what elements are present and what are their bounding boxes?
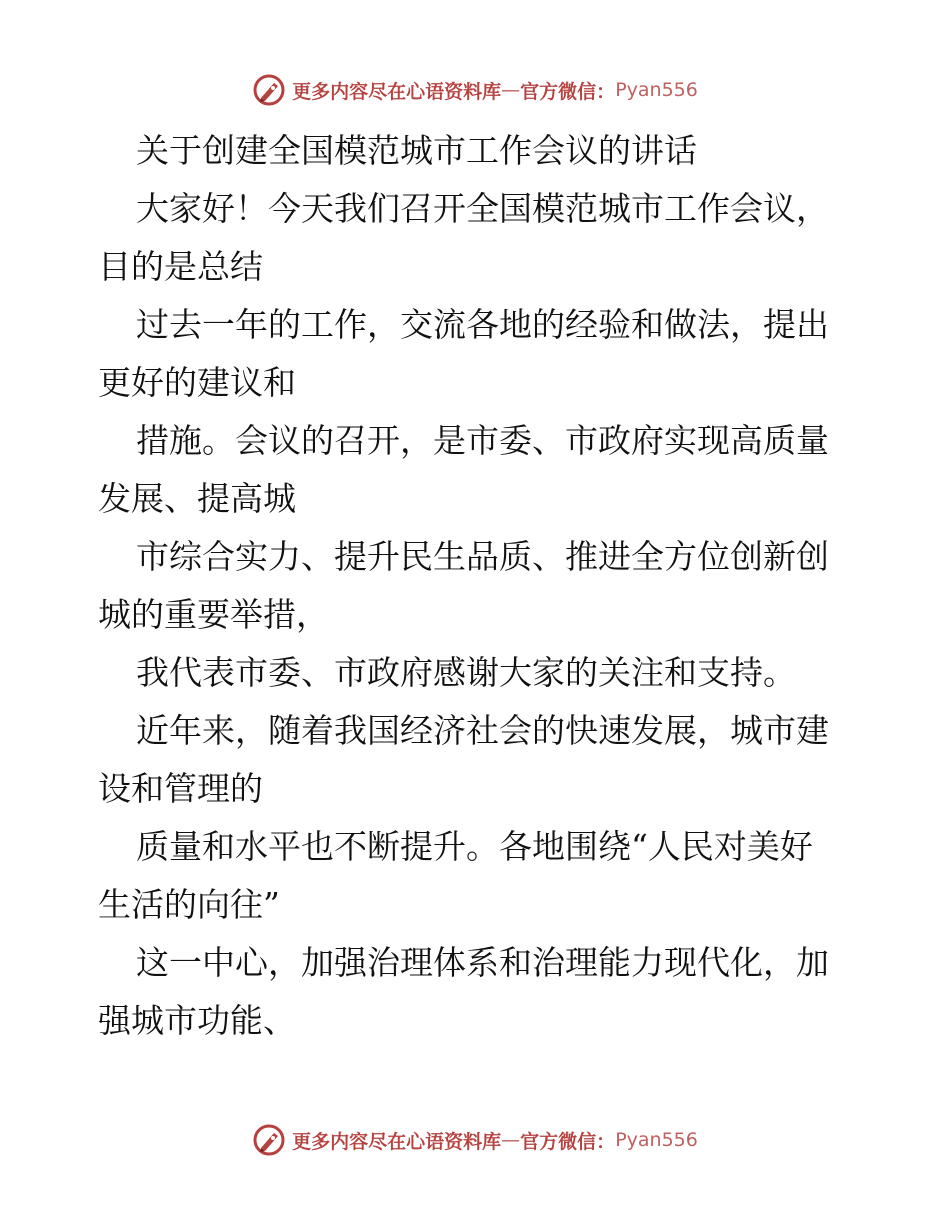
document-body [98, 122, 858, 1050]
paragraph-line: 质量和水平也不断提升。各地围绕“人民对美好 [136, 827, 813, 866]
footer-banner [0, 1120, 950, 1160]
header-banner [0, 70, 950, 110]
header-dash: — [501, 79, 521, 101]
paragraph-line: 过去一年的工作，交流各地的经验和做法，提出 [136, 305, 829, 344]
paragraph-line: 市综合实力、提升民生品质、推进全方位创新创 [136, 537, 829, 576]
paragraph-line: 大家好！今天我们召开全国模范城市工作会议， [136, 189, 829, 228]
paragraph-line: 设和管理的 [98, 769, 263, 808]
header-brand-text: 更多内容尽在心语资料库 [292, 80, 502, 103]
paragraph-line: 城的重要举措， [98, 595, 329, 634]
footer-official-text: 官方微信： [520, 1130, 616, 1153]
pen-logo-icon [252, 73, 286, 107]
pen-logo-icon [252, 1123, 286, 1157]
paragraph-line: 措施。会议的召开，是市委、市政府实现高质量 [136, 421, 829, 460]
paragraph-line: 这一中心，加强治理体系和治理能力现代化，加 [136, 943, 829, 982]
paragraph-line: 强城市功能、 [98, 1001, 296, 1040]
footer-wechat-id: Pyan556 [615, 1129, 698, 1151]
paragraph-line: 发展、提高城 [98, 479, 296, 518]
paragraph-line: 目的是总结 [98, 247, 263, 286]
paragraph-line: 我代表市委、市政府感谢大家的关注和支持。 [136, 653, 796, 692]
paragraph-line: 近年来，随着我国经济社会的快速发展，城市建 [136, 711, 829, 750]
header-official-text: 官方微信： [520, 80, 616, 103]
header-wechat-id: Pyan556 [615, 79, 698, 101]
paragraph-line: 更好的建议和 [98, 363, 296, 402]
footer-brand-text: 更多内容尽在心语资料库 [292, 1130, 502, 1153]
paragraph-line: 生活的向往” [98, 885, 280, 924]
document-title: 关于创建全国模范城市工作会议的讲话 [136, 131, 697, 170]
footer-dash: — [501, 1129, 521, 1151]
